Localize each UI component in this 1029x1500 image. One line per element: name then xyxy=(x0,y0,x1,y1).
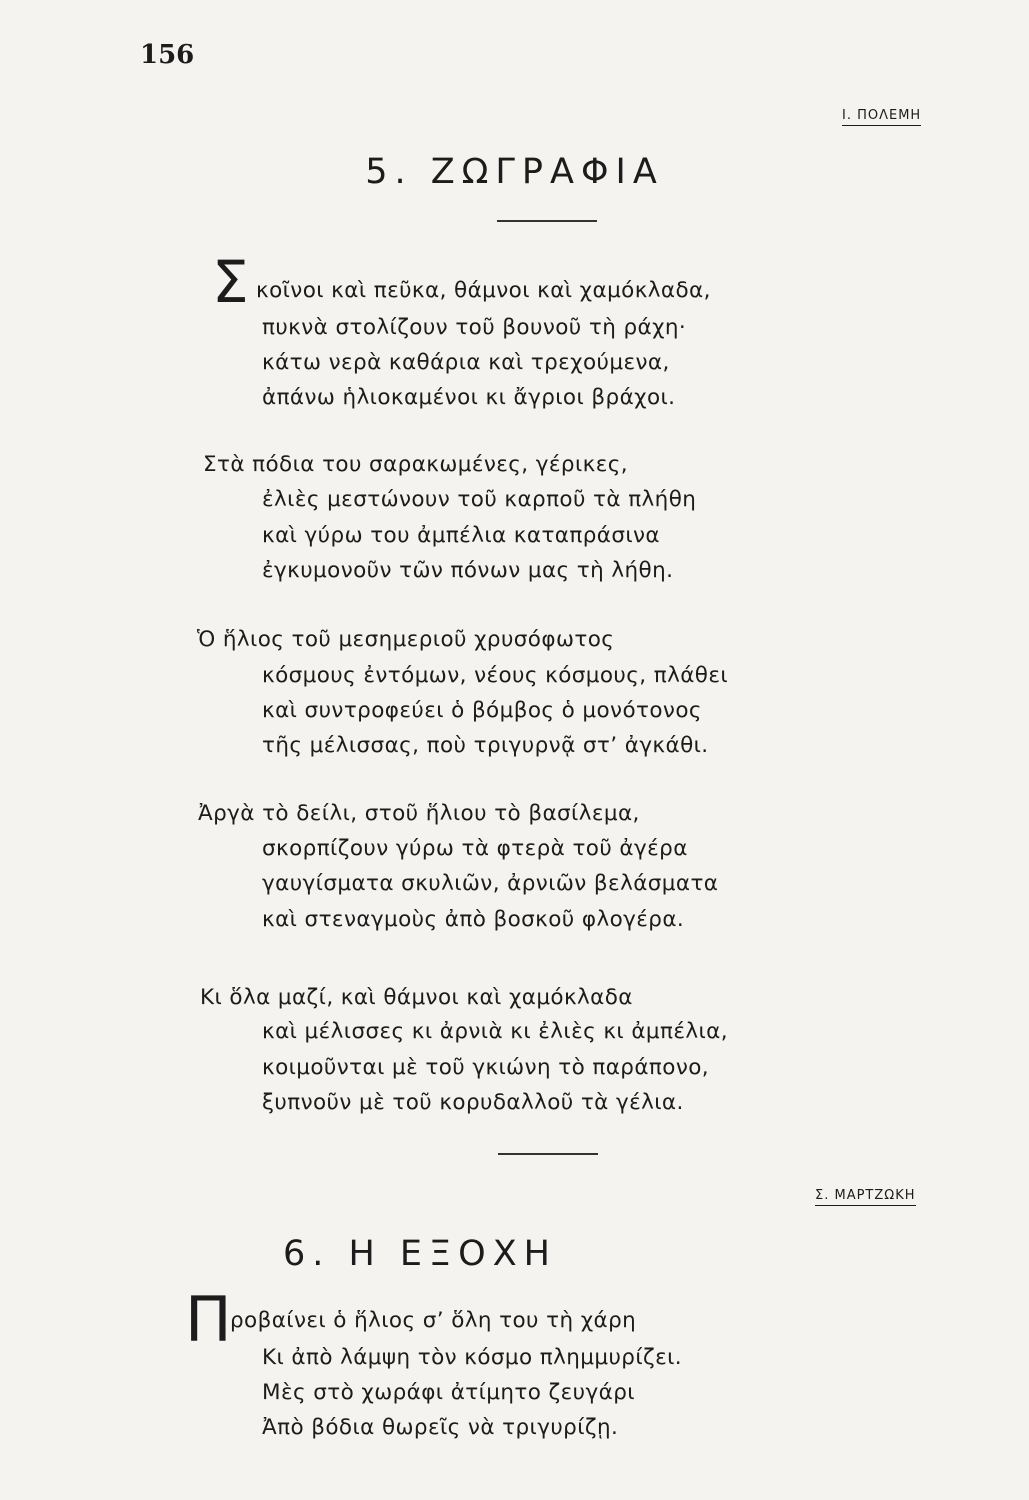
poem-line: Κι ὅλα μαζί, καὶ θάμνοι καὶ χαμόκλαδα xyxy=(200,985,633,1010)
poem-line: καὶ μέλισσες κι ἀρνιὰ κι ἐλιὲς κι ἀμπέλια, xyxy=(262,1019,728,1044)
poem-line: Μὲς στὸ χωράφι ἀτίμητο ζευγάρι xyxy=(262,1380,635,1405)
poem-line: καὶ στεναγμοὺς ἀπὸ βοσκοῦ φλογέρα. xyxy=(262,907,685,932)
poem-line: τῆς μέλισσας, ποὺ τριγυρνᾷ στ’ ἀγκάθι. xyxy=(262,733,709,758)
page-number: 156 xyxy=(140,40,195,70)
poem1-title: 5. ΖΩΓΡΑΦΙΑ xyxy=(365,152,664,192)
poem-line: Ὁ ἥλιος τοῦ μεσημεριοῦ χρυσόφωτος xyxy=(197,627,615,652)
poem-line: Στὰ πόδια του σαρακωμένες, γέρικες, xyxy=(203,452,628,477)
poem-line: καὶ γύρω του ἀμπέλια καταπράσινα xyxy=(262,523,661,548)
poem-line: κόσμους ἐντόμων, νέους κόσμους, πλάθει xyxy=(262,663,729,688)
poem-line: κοιμοῦνται μὲ τοῦ γκιώνη τὸ παράπονο, xyxy=(262,1055,710,1080)
poem2-dropcap: Π xyxy=(185,1283,232,1356)
poem-line: καὶ συντροφεύει ὁ βόμβος ὁ μονότονος xyxy=(262,698,702,723)
poem-line: γαυγίσματα σκυλιῶν, ἀρνιῶν βελάσματα xyxy=(262,871,719,896)
poem-line: Ἀργὰ τὸ δείλι, στοῦ ἥλιου τὸ βασίλεμα, xyxy=(198,801,640,826)
poem-line: ἐλιὲς μεστώνουν τοῦ καρποῦ τὰ πλήθη xyxy=(262,487,697,512)
section-divider xyxy=(498,1153,598,1155)
poem-line: κοῖνοι καὶ πεῦκα, θάμνοι καὶ χαμόκλαδα, xyxy=(256,278,711,303)
poem1-dropcap: Σ xyxy=(212,248,249,316)
poem2-title: 6. Η ΕΞΟΧΗ xyxy=(282,1234,558,1274)
poem-line: Κι ἀπὸ λάμψη τὸν κόσμο πλημμυρίζει. xyxy=(262,1345,683,1370)
poem-line: ροβαίνει ὁ ἥλιος σ’ ὅλη του τὴ χάρη xyxy=(230,1308,637,1333)
poem-line: σκορπίζουν γύρω τὰ φτερὰ τοῦ ἀγέρα xyxy=(262,836,688,861)
poem1-author: Ι. ΠΟΛΕΜΗ xyxy=(842,108,921,126)
poem1-title-rule xyxy=(497,220,597,222)
poem2-author: Σ. ΜΑΡΤΖΩΚΗ xyxy=(815,1188,916,1206)
poem-line: κάτω νερὰ καθάρια καὶ τρεχούμενα, xyxy=(262,350,670,375)
poem-line: πυκνὰ στολίζουν τοῦ βουνοῦ τὴ ράχη· xyxy=(262,315,687,340)
poem-line: ἐγκυμονοῦν τῶν πόνων μας τὴ λήθη. xyxy=(262,558,674,583)
poem-line: Ἀπὸ βόδια θωρεῖς νὰ τριγυρίζῃ. xyxy=(262,1415,619,1440)
poem-line: ἀπάνω ἡλιοκαμένοι κι ἄγριοι βράχοι. xyxy=(262,385,676,410)
poem-line: ξυπνοῦν μὲ τοῦ κορυδαλλοῦ τὰ γέλια. xyxy=(262,1090,684,1115)
